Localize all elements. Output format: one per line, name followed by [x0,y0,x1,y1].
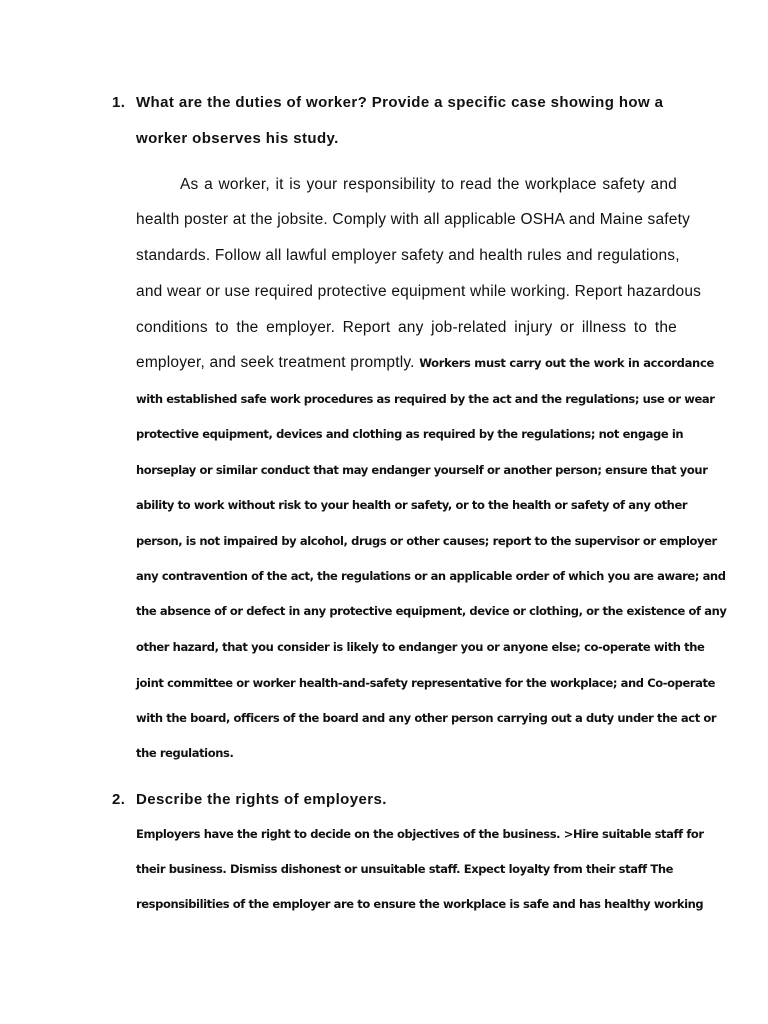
answer-1-line-17: the regulations. [136,746,234,760]
answer-1-line-6 [136,354,714,372]
answer-1-line-1: As a worker, it is your responsibility to read the workplace safety and [180,176,677,193]
answer-1-line-16: with the board, officers of the board and any other person carrying out a duty under the act or [136,711,717,725]
answer-1-line-6-regular: employer, and seek treatment promptly. [136,354,420,371]
question-2-line-1: Describe the rights of employers. [136,791,387,808]
answer-1-line-7: with established safe work procedures as required by the act and the regulations; use or wear [136,392,715,406]
answer-1-line-15: joint committee or worker health-and-safety representative for the workplace; and Co-operate [136,676,716,690]
answer-2-line-1: Employers have the right to decide on the objectives of the business. >Hire suitable staff for [136,827,704,841]
answer-1-line-3: standards. Follow all lawful employer safety and health rules and regulations, [136,247,680,264]
question-1-line-1: What are the duties of worker? Provide a specific case showing how a [136,94,664,111]
answer-1-line-13: the absence of or defect in any protective equipment, device or clothing, or the existence of any [136,604,727,618]
answer-2-line-3: responsibilities of the employer are to ensure the workplace is safe and has healthy working [136,897,704,911]
answer-1-line-2: health poster at the jobsite. Comply with all applicable OSHA and Maine safety [136,211,691,228]
question-2-number: 2. [112,791,126,808]
answer-1-line-5: conditions to the employer. Report any job-related injury or illness to the [136,319,677,336]
question-1-line-2: worker observes his study. [136,130,339,147]
answer-1-line-12: any contravention of the act, the regulations or an applicable order of which you are aware; and [136,569,726,583]
answer-1-line-8: protective equipment, devices and clothing as required by the regulations; not engage in [136,427,684,441]
answer-1-line-6-bold: Workers must carry out the work in accordance [419,356,714,370]
question-1-number: 1. [112,94,126,111]
answer-2-line-2: their business. Dismiss dishonest or unsuitable staff. Expect loyalty from their staff The [136,862,674,876]
answer-1-line-10: ability to work without risk to your health or safety, or to the health or safety of any other [136,498,688,512]
answer-1-line-4: and wear or use required protective equipment while working. Report hazardous [136,283,702,300]
answer-1-line-14: other hazard, that you consider is likely to endanger you or anyone else; co-operate with the [136,640,705,654]
answer-1-line-9: horseplay or similar conduct that may endanger yourself or another person; ensure that your [136,463,708,477]
answer-1-line-11: person, is not impaired by alcohol, drugs or other causes; report to the supervisor or employer [136,534,717,548]
